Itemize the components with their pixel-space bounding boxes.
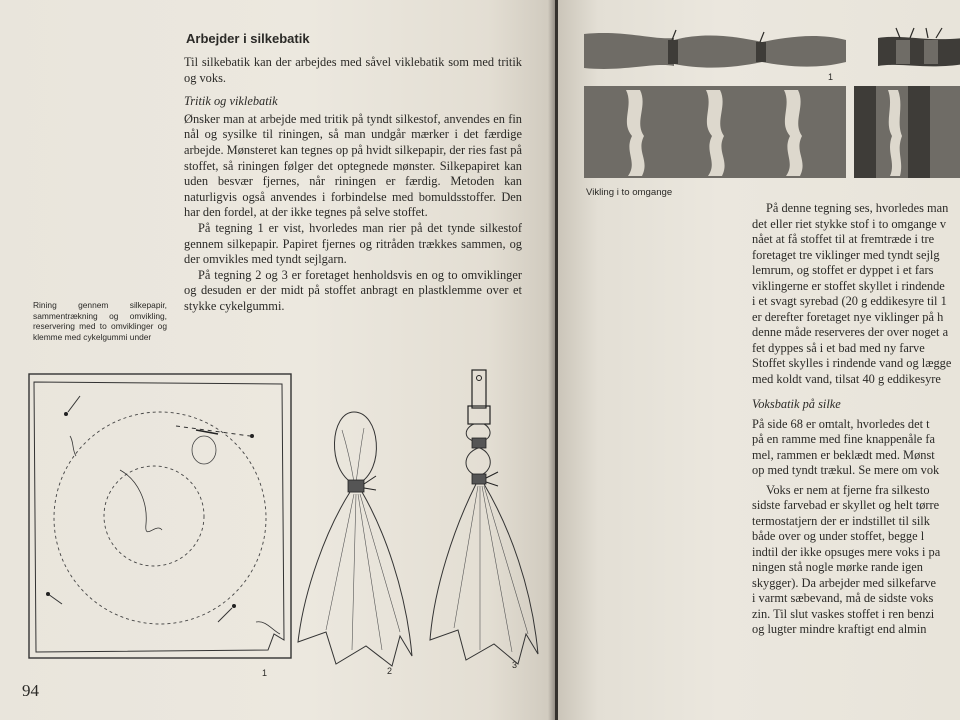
figure-caption: Vikling i to omgange (586, 187, 673, 198)
right-line-8: er derefter foretaget nye viklinger på h (752, 309, 944, 324)
voks-p2-line-1: Voks er nem at fjerne fra silkesto (766, 482, 930, 497)
right-line-7: i et svagt syrebad (20 g eddikesyre til 1 (752, 294, 947, 308)
voks-p2-line-4: både over og under stoffet, begge l (752, 529, 925, 543)
page-number: 94 (22, 681, 39, 700)
figure-side-caption: Rining gennem silkepapir, sammentrækning og omvikling, reservering med to omviklinger og klemme med cykelgummi under (33, 300, 167, 342)
voks-p2-line-8: i varmt sæbevand, må de sidste voks (752, 591, 934, 605)
main-text-column (184, 55, 522, 315)
section-heading: Arbejder i silkebatik (186, 31, 310, 46)
voks-p2-line-3: termostatjern der er indstillet til silk (752, 513, 930, 528)
binding-figure-top-strip (584, 26, 960, 74)
drawing-3-clamped-cloth (428, 368, 540, 668)
voks-p2-line-9: zin. Til slut vaskes stoffet i ren benzi (752, 606, 935, 621)
right-page (558, 0, 960, 720)
figure-top-label-1: 1 (828, 72, 834, 82)
right-line-11: Stoffet skylles i rindende vand og lægge (752, 356, 952, 370)
voks-line-4: op med tyndt trækul. Se mere om vok (752, 463, 940, 477)
subheading-tritik: Tritik og viklebatik (184, 94, 278, 109)
intro-paragraph: Til silkebatik kan der arbejdes med såvel viklebatik som med tritik og voks. (184, 55, 522, 85)
voks-line-2: på en ramme med fine knappenåle fa (752, 432, 936, 446)
right-line-4: foretaget tre viklinger med tyndt sejlg (752, 247, 940, 262)
right-line-1: På denne tegning ses, hvorledes man (766, 201, 949, 215)
figure-label-3: 3 (512, 660, 518, 670)
right-line-6: viklingerne er stoffet skyllet i rindende (752, 278, 945, 293)
drawing-2-bound-cloth (296, 410, 414, 670)
paragraph-2: På tegning 1 er vist, hvorledes man rier på det tynde silkestof gennem silkepapir. Papiret fjernes og ritråden trækkes sammen, og der omvikles med tyndt sejlgarn. (184, 220, 522, 267)
drawing-1-square-cloth (28, 372, 294, 662)
right-line-9: denne måde reserveres der over noget a (752, 325, 949, 339)
figure-label-1: 1 (262, 668, 268, 678)
voks-p2-line-2: sidste farvebad er skyllet og helt tørre (752, 498, 940, 512)
voks-p2-line-10: og lugter mindre kraftigt end almin (752, 622, 927, 636)
right-text-column (752, 201, 960, 638)
right-line-10: fet dyppes så i et bad med ny farve (752, 340, 925, 355)
voks-p2-line-7: skygger). Da arbejder med silkefarve (752, 575, 937, 590)
paragraph-3: På tegning 2 og 3 er foretaget henholdsvis en og to omviklinger og desuden er der midt på stoffet anbragt en plastklemme over et stykke cykelgummi. (184, 267, 522, 313)
subheading-voksbatik: Voksbatik på silke (752, 397, 841, 411)
figure-label-2: 2 (387, 666, 393, 676)
voks-line-3: mel, rammen er beklædt med. Mønst (752, 447, 935, 462)
voks-p2-line-6: ningen stå nogle mørke rande igen (752, 560, 924, 574)
right-line-5: lemrum, og stoffet er dyppet i et fars (752, 263, 934, 277)
paragraph-1: Ønsker man at arbejde med tritik på tyndt silkestof, anvendes en fin nål og sysilke til riningen, så man undgår mærker i det færdige arbejde. Mønsteret kan tegnes op på hvidt silkepapir, der ries fast på stoffet, så riningen følger det optegnede mønster. Silkepapiret kan uden besvær fjernes, når riningen er færdig. Metoden kan naturligvis også anvendes i forbindelse med bomuldsstoffer. Den har den fordel, at der ikke tegnes på selve stoffet. (184, 111, 522, 220)
resist-pattern-panel-1 (584, 86, 846, 178)
resist-pattern-panel-2 (854, 86, 960, 178)
right-line-2: det eller riet stykke stof i to omgange v (752, 216, 947, 231)
voks-p2-line-5: indtil der ikke opsuges mere voks i pa (752, 544, 941, 559)
right-line-3: nået at få stoffet til at fremtræde i tre (752, 232, 935, 246)
right-line-12: med koldt vand, tilsat 40 g eddikesyre (752, 371, 941, 386)
voks-line-1: På side 68 er omtalt, hvorledes det t (752, 416, 930, 431)
